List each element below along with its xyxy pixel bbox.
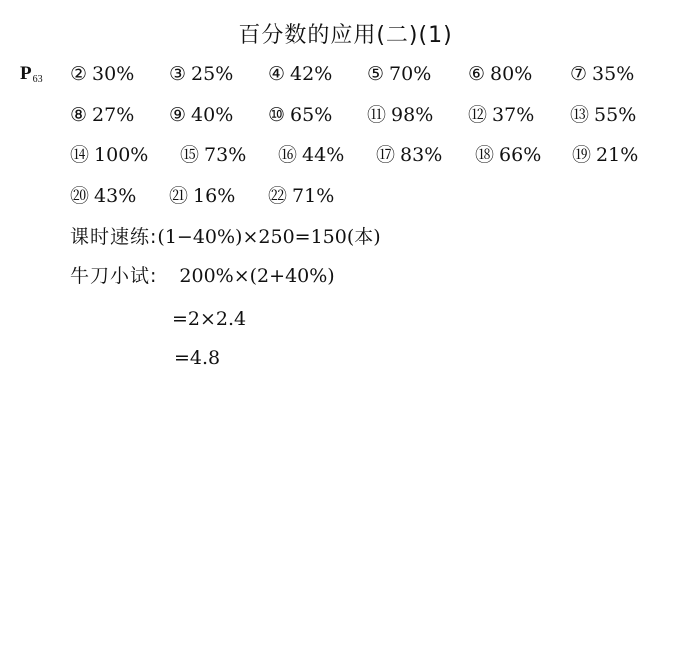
answer-number: ⑩ bbox=[268, 103, 286, 126]
page-number: 63 bbox=[32, 74, 43, 85]
answer-item bbox=[367, 60, 431, 88]
answer-value: 40% bbox=[191, 103, 234, 126]
answer-item bbox=[468, 101, 534, 129]
answer-value: 66% bbox=[499, 144, 542, 166]
answer-number: ㉒ bbox=[268, 184, 288, 207]
answer-number: ⑭ bbox=[70, 144, 90, 166]
answer-number: ④ bbox=[268, 63, 286, 85]
answer-item bbox=[70, 60, 134, 88]
answer-value: 42% bbox=[290, 63, 333, 85]
answer-item bbox=[468, 60, 532, 88]
practice-line bbox=[70, 223, 381, 251]
answer-item bbox=[268, 101, 332, 129]
answer-number: ⑱ bbox=[475, 144, 495, 166]
answer-item bbox=[278, 141, 344, 169]
answer-number: ⑨ bbox=[169, 103, 187, 126]
answer-number: ⑪ bbox=[367, 103, 387, 126]
answer-row bbox=[70, 60, 670, 101]
answer-number: ⑥ bbox=[468, 63, 486, 85]
answer-item bbox=[367, 101, 433, 129]
answer-number: ⑰ bbox=[376, 144, 396, 166]
answer-value: 98% bbox=[391, 103, 434, 126]
answer-item bbox=[570, 60, 634, 88]
answer-row bbox=[70, 182, 670, 223]
answer-item bbox=[169, 101, 233, 129]
answer-value: 65% bbox=[290, 103, 333, 126]
page-prefix: P bbox=[20, 63, 32, 84]
answer-item bbox=[169, 60, 233, 88]
answer-row bbox=[70, 101, 670, 142]
answer-number: ⑮ bbox=[180, 144, 200, 166]
answer-number: ⑯ bbox=[278, 144, 298, 166]
answer-number: ⑲ bbox=[572, 144, 592, 166]
answer-number: ⑬ bbox=[570, 103, 590, 126]
trial-expression: 200%×(2+40%) bbox=[179, 265, 335, 287]
answer-value: 83% bbox=[400, 144, 443, 166]
trial-step-1: =2×2.4 bbox=[172, 308, 247, 330]
answer-item bbox=[376, 141, 442, 169]
answer-number: ⑧ bbox=[70, 103, 88, 126]
answer-number: ⑦ bbox=[570, 63, 588, 85]
answer-number: ② bbox=[70, 63, 88, 85]
answer-value: 100% bbox=[94, 144, 149, 166]
answer-item bbox=[572, 141, 638, 169]
answer-item bbox=[70, 182, 136, 210]
trial-step-2: =4.8 bbox=[174, 347, 221, 369]
answer-item bbox=[268, 182, 334, 210]
answer-value: 25% bbox=[191, 63, 234, 85]
answer-value: 55% bbox=[594, 103, 637, 126]
trial-label: 牛刀小试: bbox=[70, 265, 158, 287]
page-title: 百分数的应用(二)(1) bbox=[238, 23, 453, 48]
practice-expression: (1−40%)×250=150(本) bbox=[157, 226, 381, 248]
answer-item bbox=[570, 101, 636, 129]
answer-value: 16% bbox=[193, 184, 236, 207]
answer-grid bbox=[70, 60, 670, 222]
answer-value: 70% bbox=[389, 63, 432, 85]
answer-number: ㉑ bbox=[169, 184, 189, 207]
answer-value: 37% bbox=[492, 103, 535, 126]
answer-value: 43% bbox=[94, 184, 137, 207]
answer-item bbox=[475, 141, 541, 169]
answer-value: 21% bbox=[596, 144, 639, 166]
answer-value: 44% bbox=[302, 144, 345, 166]
answer-value: 35% bbox=[592, 63, 635, 85]
answer-number: ⑫ bbox=[468, 103, 488, 126]
answer-item bbox=[268, 60, 332, 88]
answer-item bbox=[169, 182, 235, 210]
answer-row bbox=[70, 141, 670, 182]
answer-item bbox=[180, 141, 246, 169]
answer-number: ⑳ bbox=[70, 184, 90, 207]
answer-value: 80% bbox=[490, 63, 533, 85]
answer-item bbox=[70, 101, 134, 129]
practice-label: 课时速练: bbox=[70, 226, 158, 248]
answer-number: ⑤ bbox=[367, 63, 385, 85]
page-number-label bbox=[20, 63, 43, 85]
answer-value: 30% bbox=[92, 63, 135, 85]
answer-value: 73% bbox=[204, 144, 247, 166]
answer-number: ③ bbox=[169, 63, 187, 85]
answer-value: 71% bbox=[292, 184, 335, 207]
answer-value: 27% bbox=[92, 103, 135, 126]
trial-line bbox=[70, 262, 335, 290]
answer-item bbox=[70, 141, 148, 169]
